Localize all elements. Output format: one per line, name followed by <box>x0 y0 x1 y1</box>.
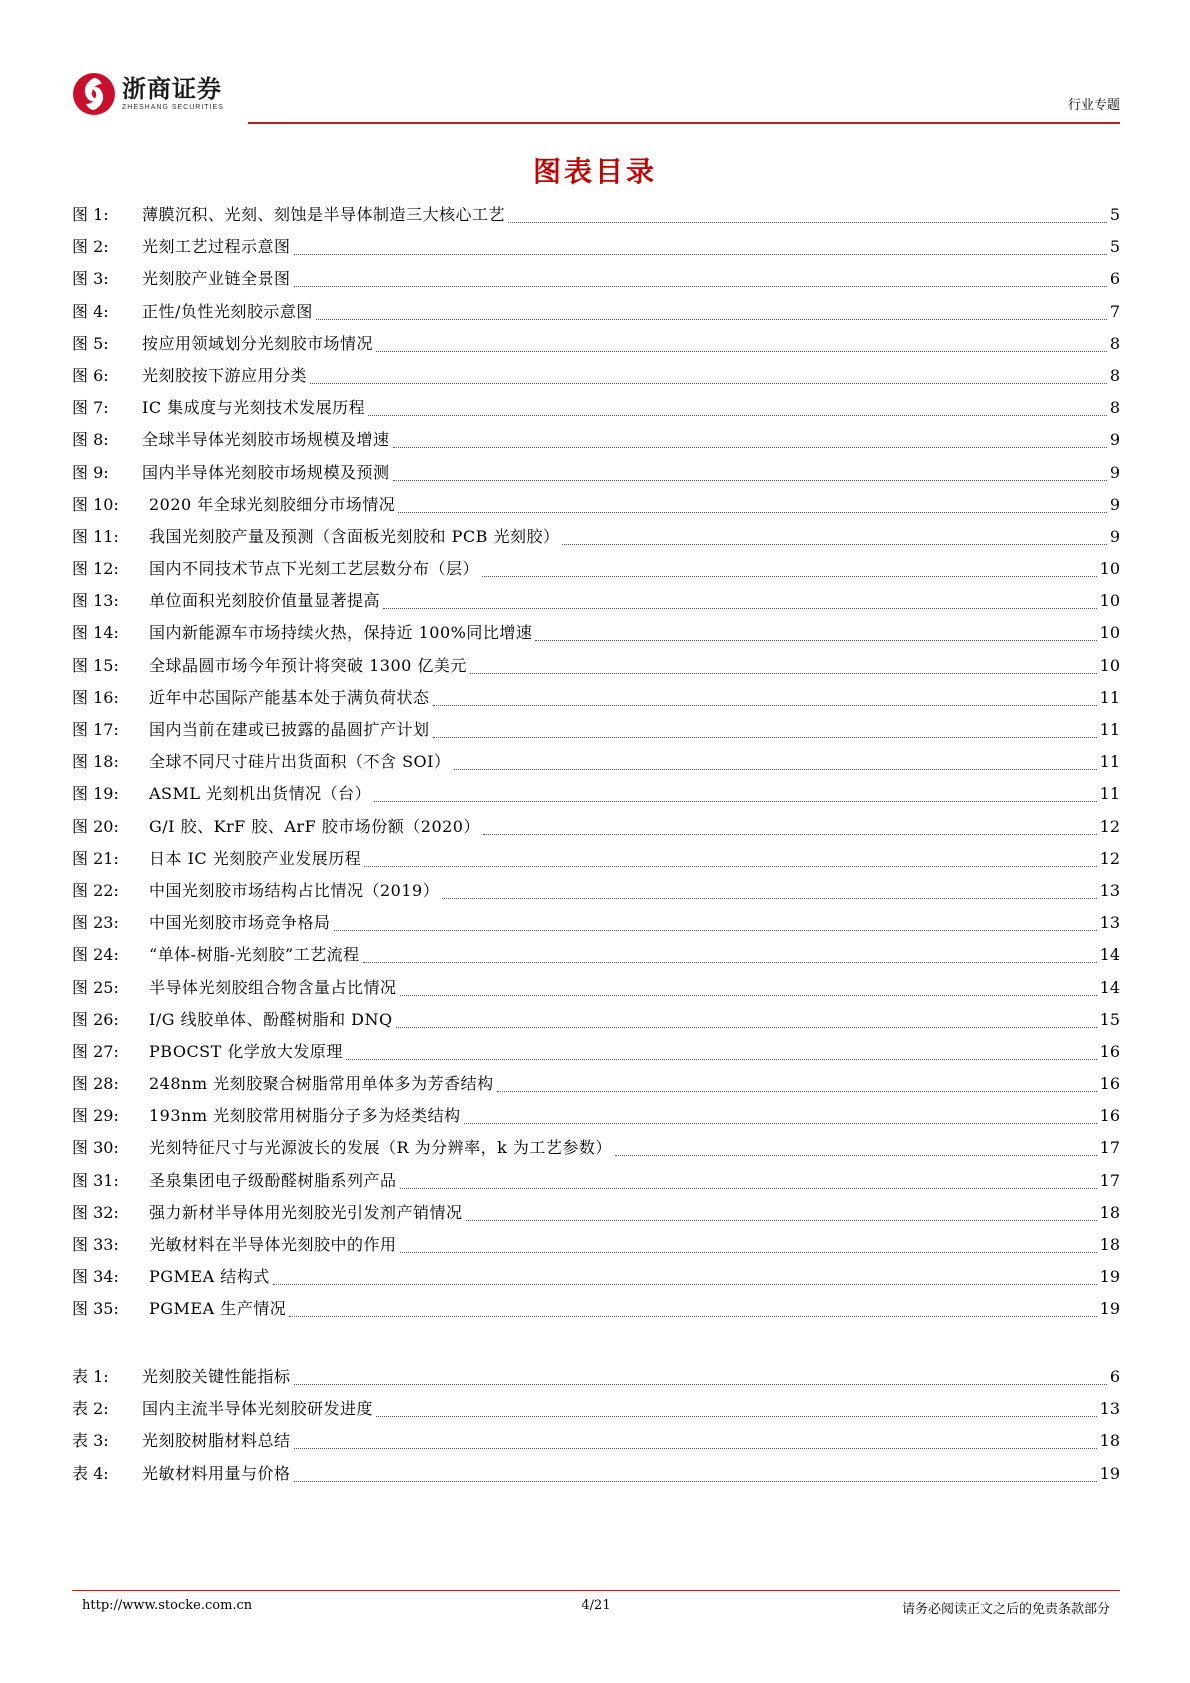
figure-entry-page-number: 5 <box>1109 205 1120 224</box>
figure-entry-title: 2020 年全球光刻胶细分市场情况 <box>149 494 396 514</box>
figure-entry-page-number: 14 <box>1099 945 1120 965</box>
figure-entry-label: 图 32: <box>72 1202 119 1222</box>
figure-entry-page-number: 5 <box>1109 237 1120 257</box>
table-entry-label: 表 4: <box>72 1463 109 1483</box>
dot-leader <box>310 365 1107 384</box>
figure-entry-title: 全球不同尺寸硅片出货面积（不含 SOI） <box>149 752 451 772</box>
dot-leader <box>294 268 1107 287</box>
figure-entry[interactable] <box>72 880 1120 912</box>
figure-entry-page-number: 16 <box>1099 1074 1120 1094</box>
figure-entry-title: 光刻胶产业链全景图 <box>142 269 291 289</box>
figure-entry-title: 248nm 光刻胶聚合树脂常用单体多为芳香结构 <box>149 1074 494 1094</box>
table-entry-page-number: 13 <box>1099 1399 1120 1419</box>
figure-entry-title: 国内半导体光刻胶市场规模及预测 <box>142 462 390 482</box>
figure-entry[interactable] <box>72 655 1120 687</box>
figure-entry[interactable] <box>72 1298 1120 1330</box>
figure-entry-title: I/G 线胶单体、酚醛树脂和 DNQ <box>149 1009 393 1029</box>
figure-entry-label: 图 18: <box>72 752 119 772</box>
figure-entry[interactable] <box>72 977 1120 1009</box>
figure-entry-page-number: 11 <box>1099 687 1120 707</box>
dot-leader <box>535 622 1096 641</box>
figure-entry-title: 国内不同技术节点下光刻工艺层数分布（层） <box>149 559 480 579</box>
figure-entry-page-number: 12 <box>1099 816 1120 836</box>
figure-entry[interactable] <box>72 687 1120 719</box>
dot-leader <box>376 1398 1097 1417</box>
dot-leader <box>562 526 1106 545</box>
brand-name-cn: 浙商证券 <box>122 75 222 103</box>
figure-entry[interactable] <box>72 204 1120 236</box>
figure-entry-label: 图 25: <box>72 977 119 997</box>
figure-entry-page-number: 17 <box>1099 1138 1120 1158</box>
figure-entry[interactable] <box>72 1202 1120 1234</box>
figure-entry-label: 图 35: <box>72 1299 119 1319</box>
figure-entry-page-number: 11 <box>1099 784 1120 804</box>
figure-entry-page-number: 12 <box>1099 848 1120 868</box>
figure-entry[interactable] <box>72 1137 1120 1169</box>
table-entry-page-number: 19 <box>1099 1463 1120 1483</box>
dot-leader <box>396 1009 1097 1028</box>
figure-entry-title: 我国光刻胶产量及预测（含面板光刻胶和 PCB 光刻胶） <box>149 526 560 546</box>
document-type: 行业专题 <box>1067 98 1120 113</box>
figure-entry-page-number: 13 <box>1099 880 1120 900</box>
figure-entry-label: 图 15: <box>72 655 119 675</box>
figure-entry-title: 日本 IC 光刻胶产业发展历程 <box>149 848 362 868</box>
dot-leader <box>466 1202 1097 1221</box>
figure-entry-label: 图 8: <box>72 430 109 450</box>
figure-entry[interactable] <box>72 944 1120 976</box>
dot-leader <box>363 944 1097 963</box>
figure-entry[interactable] <box>72 526 1120 558</box>
figure-entry-page-number: 14 <box>1099 977 1120 997</box>
figure-entry-title: 薄膜沉积、光刻、刻蚀是半导体制造三大核心工艺 <box>142 205 506 224</box>
table-entry[interactable] <box>72 1463 1120 1495</box>
footer-url[interactable]: http://www.stocke.com.cn <box>82 1598 253 1613</box>
figure-entry-label: 图 22: <box>72 880 119 900</box>
figure-entry-label: 图 33: <box>72 1235 119 1254</box>
figure-entry-page-number: 15 <box>1099 1009 1120 1029</box>
table-entry[interactable] <box>72 1430 1120 1462</box>
figure-entry-label: 图 6: <box>72 365 109 385</box>
figure-entry-title: G/I 胶、KrF 胶、ArF 胶市场份额（2020） <box>149 816 480 836</box>
figure-entry-page-number: 18 <box>1099 1235 1120 1254</box>
dot-leader <box>289 1298 1096 1317</box>
figure-entry-title: 国内新能源车市场持续火热，保持近 100%同比增速 <box>149 623 533 643</box>
page-header <box>72 66 1120 126</box>
figure-entry[interactable] <box>72 1266 1120 1298</box>
figure-entry[interactable] <box>72 494 1120 526</box>
figure-entry[interactable] <box>72 301 1120 333</box>
figure-entry-label: 图 28: <box>72 1074 119 1094</box>
footer-divider <box>72 1590 1120 1591</box>
figure-entry-title: 光刻胶按下游应用分类 <box>142 365 308 385</box>
figure-entry-label: 图 20: <box>72 816 119 836</box>
table-entry-title: 光敏材料用量与价格 <box>142 1463 291 1483</box>
figure-entry-title: 半导体光刻胶组合物含量占比情况 <box>149 977 397 997</box>
dot-leader <box>400 1234 1097 1253</box>
figure-entry-page-number: 8 <box>1109 365 1120 385</box>
dot-leader <box>400 977 1097 996</box>
table-entry-label: 表 1: <box>72 1367 109 1386</box>
figure-entry-label: 图 1: <box>72 205 109 224</box>
figure-entry-page-number: 8 <box>1109 398 1120 418</box>
figure-entry-title: ASML 光刻机出货情况（台） <box>149 784 372 804</box>
figure-entry-label: 图 29: <box>72 1106 119 1126</box>
dot-leader <box>368 397 1107 416</box>
dot-leader <box>294 1463 1097 1482</box>
figure-entry-title: 光刻特征尺寸与光源波长的发展（R 为分辨率，k 为工艺参数） <box>149 1138 612 1158</box>
table-entry-label: 表 2: <box>72 1399 109 1419</box>
figure-entry-title: “单体-树脂-光刻胶”工艺流程 <box>149 945 360 965</box>
table-entry[interactable] <box>72 1398 1120 1430</box>
figure-entry-label: 图 14: <box>72 623 119 643</box>
figure-entry-label: 图 34: <box>72 1267 119 1287</box>
dot-leader <box>483 816 1097 835</box>
brand-name-en: ZHESHANG SECURITIES <box>122 104 224 111</box>
figure-entry-label: 图 23: <box>72 913 119 933</box>
figure-entry-label: 图 27: <box>72 1041 119 1061</box>
brand-logo <box>72 72 224 116</box>
dot-leader <box>294 1430 1097 1449</box>
figure-entry-title: 全球晶圆市场今年预计将突破 1300 亿美元 <box>149 655 467 675</box>
dot-leader <box>398 494 1107 513</box>
figure-entry-title: 圣泉集团电子级酚醛树脂系列产品 <box>149 1170 397 1190</box>
figure-entry[interactable] <box>72 1073 1120 1105</box>
footer-page-number: 4/21 <box>581 1598 611 1613</box>
figure-entry-title: 光敏材料在半导体光刻胶中的作用 <box>149 1235 397 1254</box>
figure-entry-page-number: 16 <box>1099 1041 1120 1061</box>
figure-entry-page-number: 9 <box>1109 462 1120 482</box>
figure-entry[interactable] <box>72 622 1120 654</box>
dot-leader <box>470 655 1097 674</box>
figure-entry-title: 中国光刻胶市场结构占比情况（2019） <box>149 880 440 900</box>
figure-entry[interactable] <box>72 590 1120 622</box>
figure-entry-title: 国内当前在建或已披露的晶圆扩产计划 <box>149 720 430 739</box>
zheshang-logo-icon <box>72 72 116 116</box>
figure-entry-title: 按应用领域划分光刻胶市场情况 <box>142 333 374 353</box>
figure-entry-label: 图 12: <box>72 559 119 579</box>
dot-leader <box>400 1170 1097 1189</box>
dot-leader <box>316 301 1107 320</box>
dot-leader <box>364 848 1096 867</box>
dot-leader <box>393 429 1107 448</box>
dot-leader <box>294 236 1107 255</box>
figure-entry-label: 图 16: <box>72 687 119 707</box>
dot-leader <box>393 462 1107 481</box>
table-entry[interactable] <box>72 1366 1120 1398</box>
figure-entry[interactable] <box>72 236 1120 268</box>
figure-entry-title: PBOCST 化学放大发原理 <box>149 1041 343 1061</box>
dot-leader <box>433 687 1097 706</box>
figure-entry-page-number: 10 <box>1099 591 1120 611</box>
figure-entry-page-number: 6 <box>1109 269 1120 289</box>
figure-entry-page-number: 19 <box>1099 1267 1120 1287</box>
figure-entry-page-number: 19 <box>1099 1299 1120 1319</box>
figure-entry-title: 全球半导体光刻胶市场规模及增速 <box>142 430 390 450</box>
figure-entry[interactable] <box>72 333 1120 365</box>
dot-leader <box>374 783 1097 802</box>
figure-entry-label: 图 3: <box>72 269 109 289</box>
figure-entry-page-number: 7 <box>1109 301 1120 321</box>
figure-entry-page-number: 16 <box>1099 1106 1120 1126</box>
table-entry-title: 光刻胶树脂材料总结 <box>142 1431 291 1451</box>
figure-entry-title: 单位面积光刻胶价值量显著提高 <box>149 591 381 611</box>
dot-leader <box>376 333 1107 352</box>
figure-entry-label: 图 7: <box>72 398 109 418</box>
table-entry-page-number: 6 <box>1109 1367 1120 1386</box>
figure-entry-page-number: 18 <box>1099 1202 1120 1222</box>
figure-entry-page-number: 11 <box>1099 752 1120 772</box>
dot-leader <box>482 558 1097 577</box>
dot-leader <box>442 880 1096 899</box>
figure-entry[interactable] <box>72 912 1120 944</box>
header-divider <box>248 122 1120 124</box>
figure-entry-title: PGMEA 结构式 <box>149 1267 270 1287</box>
figure-entry[interactable] <box>72 816 1120 848</box>
figure-entry[interactable] <box>72 1009 1120 1041</box>
figure-entry-page-number: 9 <box>1109 494 1120 514</box>
page-title: 图表目录 <box>532 155 657 188</box>
table-entry-title: 国内主流半导体光刻胶研发进度 <box>142 1399 374 1419</box>
footer-disclaimer: 请务必阅读正文之后的免责条款部分 <box>901 1602 1110 1617</box>
figure-entry-label: 图 2: <box>72 237 109 257</box>
figure-entry-label: 图 9: <box>72 462 109 482</box>
figure-entry-label: 图 5: <box>72 333 109 353</box>
figure-entry-label: 图 19: <box>72 784 119 804</box>
figure-entry-label: 图 31: <box>72 1170 119 1190</box>
figure-entry-label: 图 26: <box>72 1009 119 1029</box>
figure-entry-page-number: 9 <box>1109 526 1120 546</box>
figure-entry[interactable] <box>72 848 1120 880</box>
figure-entry[interactable] <box>72 1170 1120 1202</box>
table-list <box>72 1366 1120 1495</box>
figure-entry-title: 正性/负性光刻胶示意图 <box>142 301 313 321</box>
figure-entry-page-number: 13 <box>1099 913 1120 933</box>
figure-entry[interactable] <box>72 1105 1120 1137</box>
dot-leader <box>334 912 1097 931</box>
figure-entry[interactable] <box>72 268 1120 300</box>
figure-entry[interactable] <box>72 365 1120 397</box>
figure-entry-page-number: 10 <box>1099 655 1120 675</box>
figure-entry-page-number: 17 <box>1099 1170 1120 1190</box>
figure-entry-label: 图 24: <box>72 945 119 965</box>
figure-entry[interactable] <box>72 719 1120 751</box>
figure-entry-label: 图 30: <box>72 1138 119 1158</box>
figure-entry[interactable] <box>72 429 1120 461</box>
dot-leader <box>433 719 1097 738</box>
dot-leader <box>273 1266 1097 1285</box>
figure-entry-title: 光刻工艺过程示意图 <box>142 237 291 257</box>
table-entry-page-number: 18 <box>1099 1431 1120 1451</box>
figure-entry-title: IC 集成度与光刻技术发展历程 <box>142 398 366 418</box>
dot-leader <box>497 1073 1097 1092</box>
figure-entry[interactable] <box>72 751 1120 783</box>
figure-entry-title: 193nm 光刻胶常用树脂分子多为烃类结构 <box>149 1106 461 1126</box>
dot-leader <box>383 590 1097 609</box>
dot-leader <box>346 1041 1097 1060</box>
figure-entry-page-number: 9 <box>1109 430 1120 450</box>
figure-entry-label: 图 13: <box>72 591 119 611</box>
figure-entry[interactable] <box>72 397 1120 429</box>
figure-entry-title: 近年中芯国际产能基本处于满负荷状态 <box>149 687 430 707</box>
dot-leader <box>508 204 1107 223</box>
figure-entry-page-number: 10 <box>1099 623 1120 643</box>
figure-entry[interactable] <box>72 558 1120 590</box>
figure-entry-page-number: 11 <box>1099 720 1120 739</box>
figure-entry-label: 图 11: <box>72 526 119 546</box>
figure-entry-title: 中国光刻胶市场竞争格局 <box>149 913 331 933</box>
figure-entry[interactable] <box>72 462 1120 494</box>
dot-leader <box>454 751 1097 770</box>
dot-leader <box>294 1366 1107 1385</box>
dot-leader <box>464 1105 1097 1124</box>
figure-entry-title: PGMEA 生产情况 <box>149 1299 287 1319</box>
figure-entry-label: 图 4: <box>72 301 109 321</box>
figure-entry-label: 图 21: <box>72 848 119 868</box>
figure-entry[interactable] <box>72 783 1120 815</box>
figure-entry-title: 强力新材半导体用光刻胶光引发剂产销情况 <box>149 1202 463 1222</box>
figure-entry-label: 图 10: <box>72 494 119 514</box>
figure-entry[interactable] <box>72 1041 1120 1073</box>
dot-leader <box>615 1137 1097 1156</box>
figure-entry-label: 图 17: <box>72 720 119 739</box>
figure-entry-page-number: 8 <box>1109 333 1120 353</box>
table-entry-title: 光刻胶关键性能指标 <box>142 1367 291 1386</box>
page-footer <box>72 1598 1120 1618</box>
figure-list <box>72 204 1120 1331</box>
figure-entry-page-number: 10 <box>1099 559 1120 579</box>
figure-entry[interactable] <box>72 1234 1120 1266</box>
table-entry-label: 表 3: <box>72 1431 109 1451</box>
